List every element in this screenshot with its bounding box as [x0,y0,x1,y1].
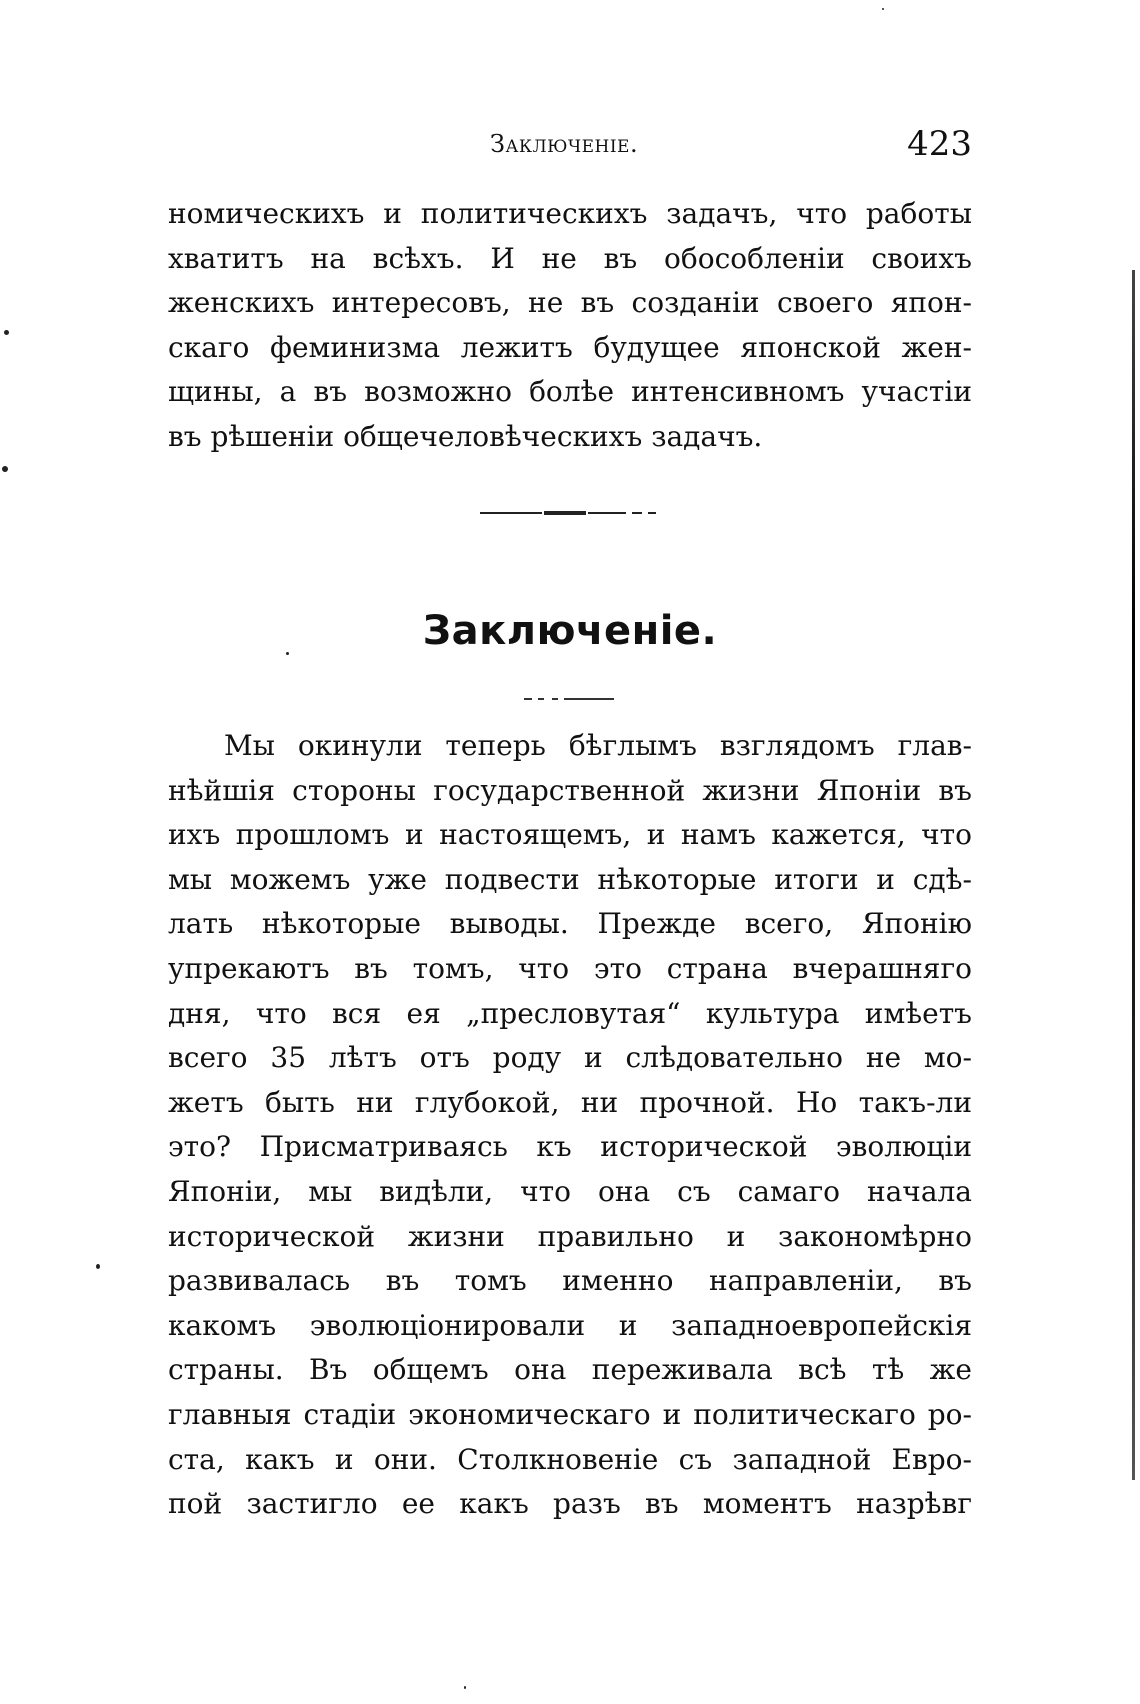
text-line: номическихъ и политическихъ задачъ, что работы [168,197,972,230]
text-line: Японіи, мы видѣли, что она съ самаго начала [168,1174,972,1208]
text-line: хватитъ на всѣхъ. И не въ обособленіи своихъ [168,241,972,275]
text-line: это? Присматриваясь къ исторической эволюціи [168,1130,972,1164]
text-line: въ рѣшеніи общечеловѣческихъ задачъ. [168,419,763,453]
scan-speck [96,1264,100,1269]
text-line: развивалась въ томъ именно направленіи, въ [168,1264,972,1298]
page-header [168,124,972,170]
scan-speck [464,1686,466,1689]
text-line: пой застигло ее какъ разъ въ моментъ назрѣвг [168,1487,972,1521]
section-divider [480,512,662,516]
title-rule [524,698,614,701]
text-line: страны. Въ общемъ она переживала всѣ тѣ же [168,1353,972,1387]
text-line: дня, что вся ея „пресловутая“ культура имѣетъ [168,996,972,1030]
text-line: ста, какъ и они. Столкновеніе съ западной Евро- [168,1442,972,1476]
section-title: Заключеніе. [422,608,718,654]
text-line: какомъ эволюціонировали и западноевропейскія [168,1308,972,1342]
page-number: 423 [907,124,972,164]
scan-speck [882,8,884,10]
text-line: лать нѣкоторые выводы. Прежде всего, Японію [168,907,972,941]
running-title: Заключеніе. [490,130,639,158]
page-edge-shadow [1132,270,1135,1480]
scan-speck [286,652,289,655]
main-paragraph [168,724,972,1527]
scan-speck [2,466,8,472]
text-line: скаго феминизма лежитъ будущее японской жен- [168,330,972,364]
top-paragraph [168,192,972,460]
text-line: исторической жизни правильно и закономѣрно [168,1219,972,1253]
text-line: мы можемъ уже подвести нѣкоторые итоги и сдѣ- [168,862,972,896]
scan-speck [4,330,9,335]
text-line: всего 35 лѣтъ отъ роду и слѣдовательно не мо- [168,1041,972,1075]
text-line: жетъ быть ни глубокой, ни прочной. Но такъ-ли [168,1085,972,1119]
text-line: Мы окинули теперь бѣглымъ взглядомъ глав- [224,729,972,762]
text-line: женскихъ интересовъ, не въ созданіи своего япон- [168,286,972,320]
text-line: упрекаютъ въ томъ, что это страна вчерашняго [168,951,972,985]
text-line: ихъ прошломъ и настоящемъ, и намъ кажется, что [168,818,972,852]
text-line: щины, а въ возможно болѣе интенсивномъ участіи [168,375,972,409]
text-line: главныя стадіи экономическаго и политическаго ро- [168,1397,972,1431]
text-line: нѣйшія стороны государственной жизни Японіи въ [168,773,972,807]
